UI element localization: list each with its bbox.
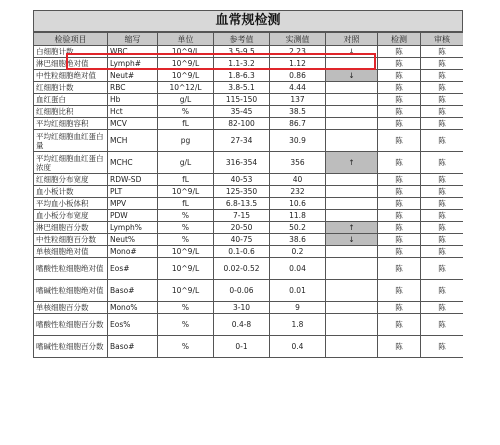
test-flag — [326, 258, 378, 280]
reviewer-name: 陈 — [421, 152, 464, 174]
checker-name: 陈 — [378, 70, 421, 82]
col-header-value: 实测值 — [270, 33, 326, 46]
test-abbr: MCHC — [108, 152, 158, 174]
test-value: 86.7 — [270, 118, 326, 130]
reviewer-name: 陈 — [421, 130, 464, 152]
test-unit: g/L — [158, 94, 214, 106]
test-value: 11.8 — [270, 210, 326, 222]
test-ref-range: 6.8-13.5 — [214, 198, 270, 210]
reviewer-name: 陈 — [421, 246, 464, 258]
reviewer-name: 陈 — [421, 314, 464, 336]
reviewer-name: 陈 — [421, 174, 464, 186]
test-ref-range: 1.1-3.2 — [214, 58, 270, 70]
test-flag — [326, 118, 378, 130]
test-ref-range: 125-350 — [214, 186, 270, 198]
checker-name: 陈 — [378, 94, 421, 106]
table-row — [34, 198, 464, 210]
test-abbr: Lymph# — [108, 58, 158, 70]
test-ref-range: 0.1-0.6 — [214, 246, 270, 258]
test-flag — [326, 246, 378, 258]
test-unit: 10^9/L — [158, 70, 214, 82]
reviewer-name: 陈 — [421, 94, 464, 106]
col-header-unit: 单位 — [158, 33, 214, 46]
test-name: 嗜酸性粒细胞百分数 — [34, 314, 108, 336]
test-abbr: Neut% — [108, 234, 158, 246]
test-ref-range: 40-75 — [214, 234, 270, 246]
test-abbr: Eos# — [108, 258, 158, 280]
test-value: 2.23 — [270, 46, 326, 58]
test-value: 232 — [270, 186, 326, 198]
table-row — [34, 314, 464, 336]
test-abbr: Neut# — [108, 70, 158, 82]
test-name: 血小板分布宽度 — [34, 210, 108, 222]
col-header-check: 检测 — [378, 33, 421, 46]
test-ref-range: 3.8-5.1 — [214, 82, 270, 94]
test-flag — [326, 302, 378, 314]
reviewer-name: 陈 — [421, 70, 464, 82]
test-flag — [326, 210, 378, 222]
checker-name: 陈 — [378, 174, 421, 186]
checker-name: 陈 — [378, 280, 421, 302]
test-name: 平均红细胞血红蛋白浓度 — [34, 152, 108, 174]
test-value: 0.2 — [270, 246, 326, 258]
test-unit: % — [158, 302, 214, 314]
lab-report-sheet — [33, 4, 463, 445]
test-value: 0.86 — [270, 70, 326, 82]
test-value: 1.8 — [270, 314, 326, 336]
checker-name: 陈 — [378, 118, 421, 130]
test-ref-range: 35-45 — [214, 106, 270, 118]
checker-name: 陈 — [378, 58, 421, 70]
test-abbr: RDW-SD — [108, 174, 158, 186]
test-name: 红细胞计数 — [34, 82, 108, 94]
test-value: 38.5 — [270, 106, 326, 118]
col-header-abbr: 缩写 — [108, 33, 158, 46]
test-abbr: Baso# — [108, 280, 158, 302]
checker-name: 陈 — [378, 302, 421, 314]
test-name: 嗜碱性粒细胞绝对值 — [34, 280, 108, 302]
test-value: 50.2 — [270, 222, 326, 234]
test-value: 356 — [270, 152, 326, 174]
test-name: 红细胞分布宽度 — [34, 174, 108, 186]
checker-name: 陈 — [378, 82, 421, 94]
col-header-flag: 对照 — [326, 33, 378, 46]
test-name: 平均血小板体积 — [34, 198, 108, 210]
test-name: 淋巴细胞百分数 — [34, 222, 108, 234]
test-ref-range: 3-10 — [214, 302, 270, 314]
test-name: 平均红细胞容积 — [34, 118, 108, 130]
table-row — [34, 106, 464, 118]
test-flag — [326, 94, 378, 106]
test-abbr: PDW — [108, 210, 158, 222]
table-row — [34, 118, 464, 130]
test-flag — [326, 130, 378, 152]
test-flag — [326, 82, 378, 94]
table-row — [34, 246, 464, 258]
test-flag: ↓ — [326, 46, 378, 58]
test-ref-range: 7-15 — [214, 210, 270, 222]
test-abbr: Hct — [108, 106, 158, 118]
reviewer-name: 陈 — [421, 234, 464, 246]
report-title: 血常规检测 — [33, 10, 463, 32]
test-name: 嗜碱性粒细胞百分数 — [34, 336, 108, 358]
table-row — [34, 82, 464, 94]
test-ref-range: 82-100 — [214, 118, 270, 130]
table-row — [34, 94, 464, 106]
test-name: 血红蛋白 — [34, 94, 108, 106]
test-unit: 10^9/L — [158, 280, 214, 302]
test-abbr: WBC — [108, 46, 158, 58]
highlight-box — [66, 53, 376, 70]
test-unit: 10^9/L — [158, 186, 214, 198]
test-unit: fL — [158, 174, 214, 186]
checker-name: 陈 — [378, 210, 421, 222]
test-flag: ↑ — [326, 152, 378, 174]
test-name: 单核细胞百分数 — [34, 302, 108, 314]
checker-name: 陈 — [378, 186, 421, 198]
test-unit: 10^9/L — [158, 246, 214, 258]
checker-name: 陈 — [378, 258, 421, 280]
table-row — [34, 70, 464, 82]
test-ref-range: 0.4-8 — [214, 314, 270, 336]
test-flag: ↓ — [326, 70, 378, 82]
test-name: 血小板计数 — [34, 186, 108, 198]
test-unit: % — [158, 336, 214, 358]
test-unit: fL — [158, 118, 214, 130]
test-ref-range: 20-50 — [214, 222, 270, 234]
reviewer-name: 陈 — [421, 280, 464, 302]
test-value: 0.04 — [270, 258, 326, 280]
checker-name: 陈 — [378, 246, 421, 258]
test-value: 30.9 — [270, 130, 326, 152]
reviewer-name: 陈 — [421, 198, 464, 210]
reviewer-name: 陈 — [421, 210, 464, 222]
test-unit: 10^9/L — [158, 258, 214, 280]
checker-name: 陈 — [378, 222, 421, 234]
test-unit: % — [158, 234, 214, 246]
test-name: 淋巴细胞绝对值 — [34, 58, 108, 70]
table-row — [34, 222, 464, 234]
table-row — [34, 210, 464, 222]
test-flag — [326, 336, 378, 358]
table-row — [34, 234, 464, 246]
test-name: 白细胞计数 — [34, 46, 108, 58]
test-abbr: Mono# — [108, 246, 158, 258]
test-abbr: RBC — [108, 82, 158, 94]
test-unit: % — [158, 106, 214, 118]
reviewer-name: 陈 — [421, 82, 464, 94]
checker-name: 陈 — [378, 314, 421, 336]
checker-name: 陈 — [378, 46, 421, 58]
test-flag: ↑ — [326, 222, 378, 234]
test-ref-range: 0-0.06 — [214, 280, 270, 302]
test-abbr: MPV — [108, 198, 158, 210]
reviewer-name: 陈 — [421, 58, 464, 70]
test-name: 中性粒细胞百分数 — [34, 234, 108, 246]
table-row — [34, 174, 464, 186]
checker-name: 陈 — [378, 336, 421, 358]
test-name: 嗜酸性粒细胞绝对值 — [34, 258, 108, 280]
test-value: 38.6 — [270, 234, 326, 246]
test-ref-range: 0-1 — [214, 336, 270, 358]
test-flag — [326, 198, 378, 210]
test-ref-range: 316-354 — [214, 152, 270, 174]
checker-name: 陈 — [378, 106, 421, 118]
col-header-review: 审核 — [421, 33, 464, 46]
test-abbr: Mono% — [108, 302, 158, 314]
checker-name: 陈 — [378, 152, 421, 174]
test-unit: % — [158, 314, 214, 336]
test-flag: ↓ — [326, 234, 378, 246]
table-row — [34, 186, 464, 198]
test-ref-range: 1.8-6.3 — [214, 70, 270, 82]
test-ref-range: 40-53 — [214, 174, 270, 186]
test-abbr: Eos% — [108, 314, 158, 336]
results-table — [33, 32, 463, 358]
reviewer-name: 陈 — [421, 186, 464, 198]
col-header-item: 检验项目 — [34, 33, 108, 46]
test-value: 9 — [270, 302, 326, 314]
test-unit: g/L — [158, 152, 214, 174]
test-flag — [326, 106, 378, 118]
reviewer-name: 陈 — [421, 106, 464, 118]
test-abbr: Hb — [108, 94, 158, 106]
reviewer-name: 陈 — [421, 46, 464, 58]
test-value: 0.01 — [270, 280, 326, 302]
test-name: 中性粒细胞绝对值 — [34, 70, 108, 82]
test-ref-range: 3.5-9.5 — [214, 46, 270, 58]
test-abbr: MCH — [108, 130, 158, 152]
test-unit: pg — [158, 130, 214, 152]
test-flag — [326, 280, 378, 302]
test-unit: 10^9/L — [158, 58, 214, 70]
checker-name: 陈 — [378, 198, 421, 210]
test-ref-range: 115-150 — [214, 94, 270, 106]
test-abbr: MCV — [108, 118, 158, 130]
col-header-ref: 参考值 — [214, 33, 270, 46]
test-value: 10.6 — [270, 198, 326, 210]
test-abbr: Lymph% — [108, 222, 158, 234]
test-name: 平均红细胞血红蛋白量 — [34, 130, 108, 152]
reviewer-name: 陈 — [421, 222, 464, 234]
test-unit: 10^9/L — [158, 46, 214, 58]
table-row — [34, 336, 464, 358]
checker-name: 陈 — [378, 130, 421, 152]
test-value: 0.4 — [270, 336, 326, 358]
test-abbr: Baso# — [108, 336, 158, 358]
test-value: 40 — [270, 174, 326, 186]
test-value: 4.44 — [270, 82, 326, 94]
test-unit: fL — [158, 198, 214, 210]
test-unit: 10^12/L — [158, 82, 214, 94]
checker-name: 陈 — [378, 234, 421, 246]
reviewer-name: 陈 — [421, 118, 464, 130]
table-row — [34, 130, 464, 152]
reviewer-name: 陈 — [421, 258, 464, 280]
test-name: 单核细胞绝对值 — [34, 246, 108, 258]
test-unit: % — [158, 222, 214, 234]
table-row — [34, 258, 464, 280]
reviewer-name: 陈 — [421, 336, 464, 358]
test-unit: % — [158, 210, 214, 222]
test-abbr: PLT — [108, 186, 158, 198]
test-ref-range: 0.02-0.52 — [214, 258, 270, 280]
reviewer-name: 陈 — [421, 302, 464, 314]
test-flag — [326, 186, 378, 198]
test-ref-range: 27-34 — [214, 130, 270, 152]
table-row — [34, 302, 464, 314]
table-header-row — [34, 33, 464, 46]
test-value: 1.12 — [270, 58, 326, 70]
test-flag — [326, 314, 378, 336]
test-value: 137 — [270, 94, 326, 106]
table-row — [34, 280, 464, 302]
test-flag — [326, 174, 378, 186]
test-name: 红细胞比积 — [34, 106, 108, 118]
table-row — [34, 152, 464, 174]
